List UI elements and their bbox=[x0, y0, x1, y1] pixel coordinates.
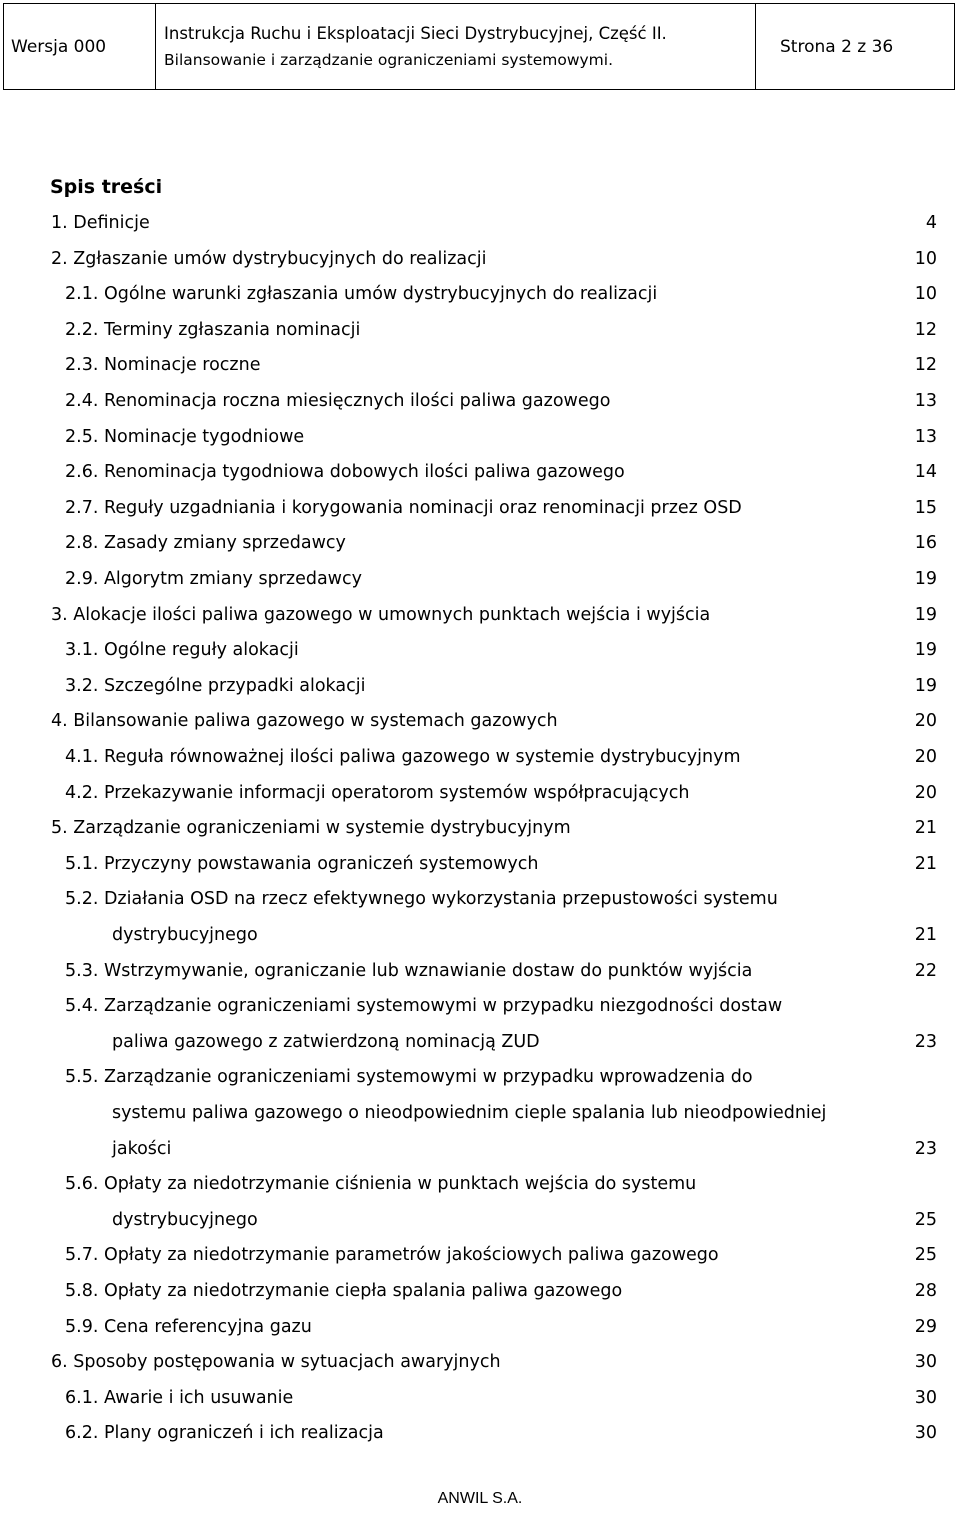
toc-entry-label[interactable]: 6. Sposoby postępowania w sytuacjach awaryjnych bbox=[51, 1352, 501, 1373]
page-header bbox=[3, 3, 955, 90]
toc-entry-label[interactable]: 5.5. Zarządzanie ograniczeniami systemowymi w przypadku wprowadzenia do bbox=[65, 1067, 753, 1088]
toc-entry-label[interactable]: 6.2. Plany ograniczeń i ich realizacja bbox=[65, 1423, 384, 1444]
toc-entry-label[interactable]: 2.9. Algorytm zmiany sprzedawcy bbox=[65, 569, 362, 589]
toc-entry-label[interactable]: 3.1. Ogólne reguły alokacji bbox=[65, 640, 299, 661]
toc-entry-page: 20 bbox=[914, 711, 937, 732]
toc-entry-label[interactable]: 2.5. Nominacje tygodniowe bbox=[65, 426, 305, 447]
toc-entry-page: 22 bbox=[914, 960, 937, 981]
toc-entry-page: 19 bbox=[914, 569, 937, 589]
toc-entry-label[interactable]: 2.4. Renominacja roczna miesięcznych ilości paliwa gazowego bbox=[65, 391, 611, 411]
toc-entry-label[interactable]: 3.2. Szczególne przypadki alokacji bbox=[65, 675, 366, 696]
document-title-line2: Bilansowanie i zarządzanie ograniczeniami systemowymi. bbox=[164, 50, 614, 69]
toc-entry-page: 23 bbox=[914, 1138, 937, 1159]
page-footer: ANWIL S.A. bbox=[437, 1490, 523, 1507]
toc-entry-continuation[interactable]: jakości bbox=[112, 1138, 172, 1159]
page-number: Strona 2 z 36 bbox=[780, 36, 894, 57]
document-title-line1: Instrukcja Ruchu i Eksploatacji Sieci Dystrybucyjnej, Część II. bbox=[164, 23, 667, 43]
toc-entry-page: 19 bbox=[914, 604, 937, 625]
toc-entry-page: 21 bbox=[914, 853, 937, 874]
version-label: Wersja 000 bbox=[4, 4, 156, 89]
toc-entry-page: 23 bbox=[914, 1031, 937, 1052]
toc-entry-continuation[interactable]: systemu paliwa gazowego o nieodpowiednim cieple spalania lub nieodpowiedniej bbox=[112, 1103, 827, 1123]
toc-entry-page: 10 bbox=[914, 284, 937, 305]
toc-entry-label[interactable]: 5.6. Opłaty za niedotrzymanie ciśnienia w punktach wejścia do systemu bbox=[65, 1174, 697, 1195]
toc-entry-page: 29 bbox=[914, 1316, 937, 1337]
toc-entry-page: 21 bbox=[914, 818, 937, 839]
toc-entry-page: 30 bbox=[914, 1423, 937, 1444]
toc-entry-label[interactable]: 2. Zgłaszanie umów dystrybucyjnych do realizacji bbox=[51, 248, 487, 269]
toc-entry-label[interactable]: 2.8. Zasady zmiany sprzedawcy bbox=[65, 533, 346, 554]
toc-entry-page: 12 bbox=[914, 355, 937, 376]
toc-entry-page: 28 bbox=[914, 1281, 937, 1301]
toc-entry-page: 25 bbox=[914, 1245, 937, 1266]
toc-entry-page: 19 bbox=[914, 675, 937, 696]
toc-entry-label[interactable]: 1. Definicje bbox=[51, 213, 150, 233]
toc-entry-page: 13 bbox=[914, 391, 937, 411]
toc-entry-page: 4 bbox=[925, 213, 937, 233]
toc-entry-label[interactable]: 2.3. Nominacje roczne bbox=[65, 355, 261, 376]
toc-title: Spis treści bbox=[50, 176, 163, 198]
toc-entry-label[interactable]: 2.7. Reguły uzgadniania i korygowania nominacji oraz renominacji przez OSD bbox=[65, 497, 742, 518]
toc-entry-label[interactable]: 5.4. Zarządzanie ograniczeniami systemowymi w przypadku niezgodności dostaw bbox=[65, 996, 783, 1017]
toc-entry-label[interactable]: 4. Bilansowanie paliwa gazowego w systemach gazowych bbox=[51, 711, 558, 732]
toc-entry-continuation[interactable]: paliwa gazowego z zatwierdzoną nominacją ZUD bbox=[112, 1031, 540, 1052]
toc-entry-page: 15 bbox=[914, 497, 937, 518]
toc-entry-page: 10 bbox=[914, 248, 937, 269]
toc-entry-label[interactable]: 5.2. Działania OSD na rzecz efektywnego wykorzystania przepustowości systemu bbox=[65, 889, 778, 910]
toc-entry-page: 16 bbox=[914, 533, 937, 554]
toc-entry-label[interactable]: 5. Zarządzanie ograniczeniami w systemie dystrybucyjnym bbox=[51, 818, 571, 839]
toc-entry-label[interactable]: 5.1. Przyczyny powstawania ograniczeń systemowych bbox=[65, 853, 539, 874]
toc-entry-page: 30 bbox=[914, 1387, 937, 1408]
toc-entry-page: 30 bbox=[914, 1352, 937, 1373]
toc-entry-label[interactable]: 4.2. Przekazywanie informacji operatorom systemów współpracujących bbox=[65, 782, 690, 803]
toc-entry-page: 20 bbox=[914, 747, 937, 767]
toc-entry-label[interactable]: 6.1. Awarie i ich usuwanie bbox=[65, 1387, 294, 1408]
document-title bbox=[156, 4, 756, 89]
toc-entry-page: 25 bbox=[914, 1209, 937, 1230]
toc-entry-label[interactable]: 3. Alokacje ilości paliwa gazowego w umownych punktach wejścia i wyjścia bbox=[51, 604, 711, 625]
toc-entry-continuation[interactable]: dystrybucyjnego bbox=[112, 925, 258, 945]
toc-entry-page: 19 bbox=[914, 640, 937, 661]
toc-entry-label[interactable]: 2.2. Terminy zgłaszania nominacji bbox=[65, 319, 361, 340]
toc-entry-page: 13 bbox=[914, 426, 937, 447]
toc-entry-page: 21 bbox=[914, 925, 937, 945]
toc-entry-label[interactable]: 2.6. Renominacja tygodniowa dobowych ilości paliwa gazowego bbox=[65, 462, 625, 483]
toc-entry-label[interactable]: 5.8. Opłaty za niedotrzymanie ciepła spalania paliwa gazowego bbox=[65, 1281, 623, 1301]
toc-entry-page: 20 bbox=[914, 782, 937, 803]
toc-entry-continuation[interactable]: dystrybucyjnego bbox=[112, 1209, 258, 1230]
toc-entry-label[interactable]: 5.3. Wstrzymywanie, ograniczanie lub wznawianie dostaw do punktów wyjścia bbox=[65, 960, 753, 981]
toc-entry-label[interactable]: 5.9. Cena referencyjna gazu bbox=[65, 1316, 312, 1337]
toc-entry-label[interactable]: 2.1. Ogólne warunki zgłaszania umów dystrybucyjnych do realizacji bbox=[65, 284, 658, 305]
toc-entry-label[interactable]: 5.7. Opłaty za niedotrzymanie parametrów jakościowych paliwa gazowego bbox=[65, 1245, 719, 1266]
toc-entry-page: 12 bbox=[914, 319, 937, 340]
toc-entry-label[interactable]: 4.1. Reguła równoważnej ilości paliwa gazowego w systemie dystrybucyjnym bbox=[65, 747, 741, 767]
toc-entry-page: 14 bbox=[914, 462, 937, 483]
